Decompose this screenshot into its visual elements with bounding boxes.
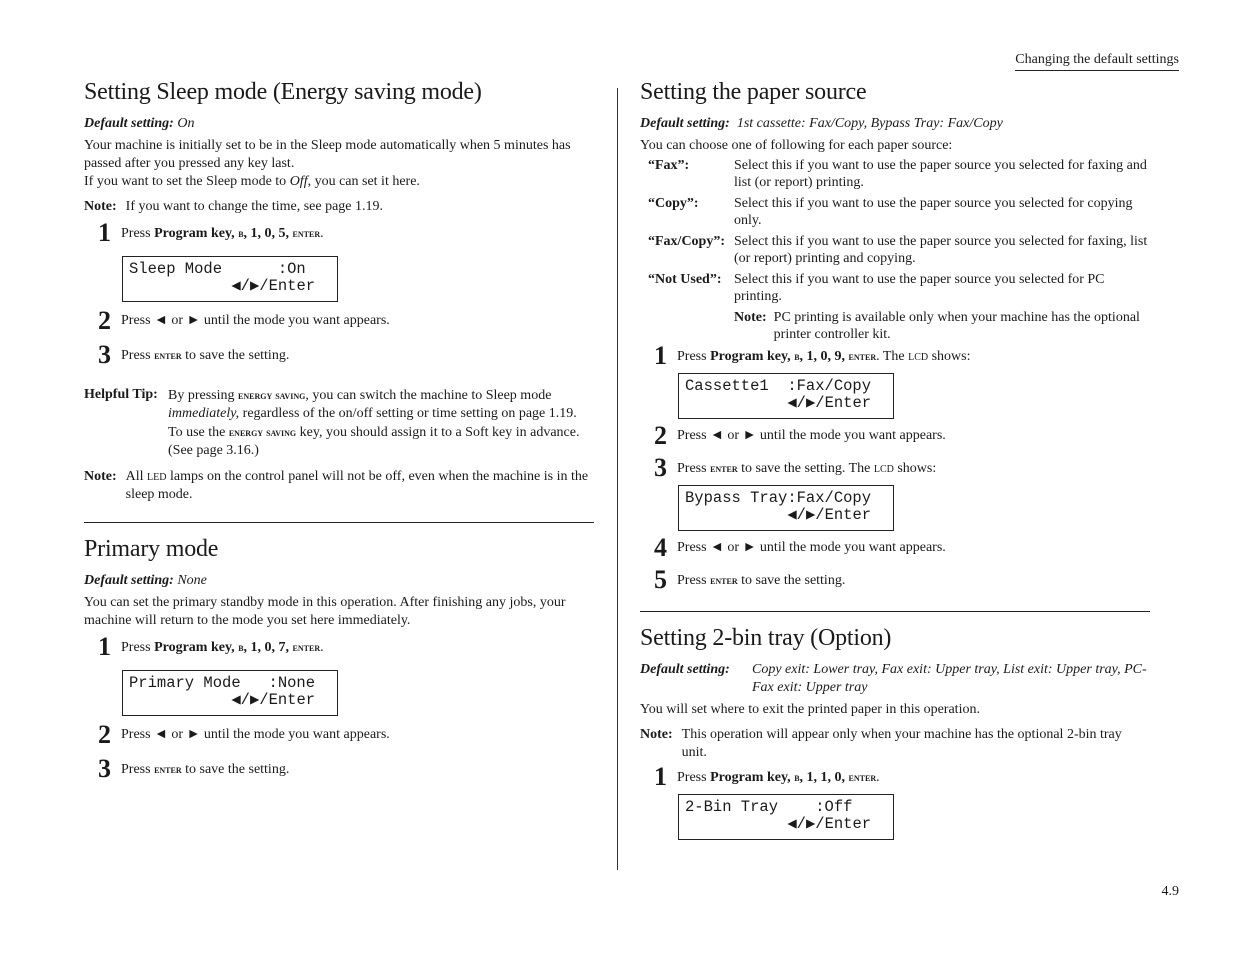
sleep-title: Setting Sleep mode (Energy saving mode) — [84, 79, 482, 105]
sleep-note-2: Note: All led lamps on the control panel will not be off, even when the machine is in the sleep mode. — [84, 468, 589, 502]
option-not-used: “Not Used”: Select this if you want to use the paper source you selected for PC printing. — [648, 271, 1105, 304]
bin-intro: You will set where to exit the printed paper in this operation. — [640, 701, 980, 717]
primary-step-1: 1 Press Program key, b, 1, 0, 7, enter. — [98, 631, 324, 661]
primary-step-2: 2 Press ◄ or ► until the mode you want appears. — [98, 719, 390, 749]
sleep-step-3: 3 Press enter to save the setting. — [98, 339, 290, 369]
paper-lcd-1: Cassette1 :Fax/Copy ◀/▶/Enter — [678, 373, 894, 419]
option-copy: “Copy”: Select this if you want to use the paper source you selected for copying only. — [648, 195, 1133, 228]
primary-step-3: 3 Press enter to save the setting. — [98, 753, 290, 783]
page-number: 4.9 — [1161, 884, 1179, 899]
running-head: Changing the default settings — [1015, 52, 1179, 71]
primary-lcd: Primary Mode :None ◀/▶/Enter — [122, 670, 338, 716]
paper-step-5: 5 Press enter to save the setting. — [654, 564, 846, 594]
right-column — [640, 78, 1150, 848]
sleep-note: Note: If you want to change the time, see page 1.19. — [84, 198, 384, 214]
sleep-lcd: Sleep Mode :On ◀/▶/Enter — [122, 256, 338, 302]
primary-intro: You can set the primary standby mode in this operation. After finishing any jobs, your machine will return to the mode you set here immediately. — [84, 594, 566, 628]
paper-step-4: 4 Press ◄ or ► until the mode you want appears. — [654, 532, 946, 562]
helpful-tip: Helpful Tip: By pressing energy saving, you can switch the machine to Sleep mode immediately, regardless of the on/off setting or time setting on page 1.19. To use the energy saving key, you should assign it to a Soft key in advance. (See page 3.16.) — [84, 386, 580, 458]
option-fax: “Fax”: Select this if you want to use the paper source you selected for faxing and list (or report) printing. — [648, 157, 1147, 190]
sleep-default — [84, 115, 594, 133]
paper-options — [640, 157, 1150, 343]
paper-note: Note: PC printing is available only when your machine has the optional printer controller kit. — [734, 309, 1140, 342]
bin-lcd: 2-Bin Tray :Off ◀/▶/Enter — [678, 794, 894, 840]
paper-title: Setting the paper source — [640, 79, 867, 105]
primary-title: Primary mode — [84, 535, 219, 562]
bin-note: Note: This operation will appear only when your machine has the optional 2-bin tray unit. — [640, 726, 1122, 760]
paper-lcd-2: Bypass Tray:Fax/Copy ◀/▶/Enter — [678, 485, 894, 531]
section-divider — [84, 522, 594, 523]
paper-step-2: 2 Press ◄ or ► until the mode you want appears. — [654, 420, 946, 450]
bin-title: Setting 2-bin tray (Option) — [640, 624, 892, 651]
bin-default: Default setting: Copy exit: Lower tray, Fax exit: Upper tray, List exit: Upper tray, PC-Fax exit: Upper tray — [640, 661, 1147, 695]
bin-step-1: 1 Press Program key, b, 1, 1, 0, enter. — [654, 761, 880, 791]
paper-default: Default setting: 1st cassette: Fax/Copy, Bypass Tray: Fax/Copy — [640, 115, 1003, 131]
paper-step-1: 1 Press Program key, b, 1, 0, 9, enter. The lcd shows: — [654, 340, 971, 370]
primary-default: Default setting: None — [84, 572, 207, 588]
left-column — [84, 78, 594, 786]
section-divider — [640, 611, 1150, 612]
default-value: On — [177, 115, 195, 131]
paper-step-3: 3 Press enter to save the setting. The lcd shows: — [654, 452, 937, 482]
column-divider — [617, 88, 618, 870]
paper-intro: You can choose one of following for each paper source: — [640, 137, 953, 153]
default-label: Default setting: — [84, 115, 174, 131]
sleep-step-2: 2 Press ◄ or ► until the mode you want appears. — [98, 305, 390, 335]
option-fax-copy: “Fax/Copy”: Select this if you want to use the paper source you selected for faxing, list (or report) printing and copying. — [648, 233, 1148, 266]
sleep-intro-2: If you want to set the Sleep mode to Off, you can set it here. — [84, 173, 420, 189]
sleep-intro: Your machine is initially set to be in the Sleep mode automatically when 5 minutes has passed after you pressed any key last. — [84, 137, 571, 171]
sleep-step-1: 1 Press Program key, b, 1, 0, 5, enter. — [98, 217, 324, 247]
